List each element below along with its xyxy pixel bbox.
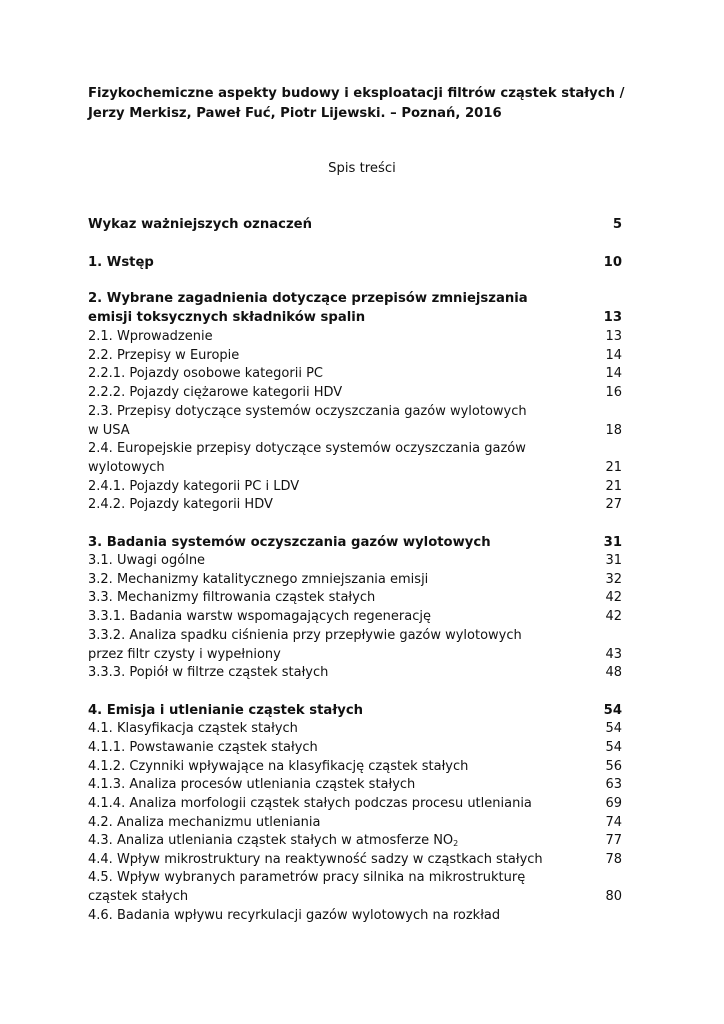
toc-title: Spis treści — [328, 161, 396, 176]
toc-entry-title: Wykaz ważniejszych oznaczeń — [88, 217, 312, 232]
toc-entry-title: 4.6. Badania wpływu recyrkulacji gazów wylotowych na rozkład — [88, 908, 501, 923]
toc-entry — [88, 290, 622, 328]
toc-entry-page: 80 — [605, 889, 622, 904]
toc-entry-title: 2.4.2. Pojazdy kategorii HDV — [88, 497, 273, 512]
toc-entry-title: 3. Badania systemów oczyszczania gazów wylotowych — [88, 535, 491, 550]
toc-entry — [88, 814, 622, 833]
toc-entry-title: 4. Emisja i utlenianie cząstek stałych — [88, 703, 364, 718]
toc-entry-page: 10 — [603, 255, 622, 270]
toc-entry-page: 27 — [605, 497, 622, 512]
toc-entry — [88, 552, 622, 571]
toc-entry — [88, 403, 622, 441]
toc-entry — [88, 739, 622, 758]
toc-entry-title: 2.2.1. Pojazdy osobowe kategorii PC — [88, 366, 323, 381]
toc-entry-page: 42 — [605, 590, 622, 605]
toc-entry-page: 63 — [605, 777, 622, 792]
toc-entry-page: 32 — [605, 572, 622, 587]
toc-entry-title-line1: 3.3.2. Analiza spadku ciśnienia przy przepływie gazów wylotowych — [88, 628, 522, 643]
toc-entry-title: 3.2. Mechanizmy katalitycznego zmniejszania emisji — [88, 572, 429, 587]
toc-entry-title-line2: cząstek stałych — [88, 888, 189, 904]
toc-entry-title: 3.3.3. Popiół w filtrze cząstek stałych — [88, 665, 329, 680]
subscript-2: 2 — [453, 839, 459, 848]
toc-entry — [88, 216, 622, 235]
toc-entry — [88, 907, 622, 926]
toc-entry-title: 3.3. Mechanizmy filtrowania cząstek stałych — [88, 590, 376, 605]
toc-entry-title-line2: w USA — [88, 422, 130, 438]
toc-entry-page: 21 — [605, 460, 622, 475]
toc-entry-title-line1: 2.3. Przepisy dotyczące systemów oczyszczania gazów wylotowych — [88, 404, 527, 419]
toc-entry — [88, 795, 622, 814]
toc-entry — [88, 627, 622, 665]
toc-entry-title: 3.3.1. Badania warstw wspomagających regenerację — [88, 609, 431, 624]
toc-entry — [88, 384, 622, 403]
toc-entry — [88, 347, 622, 366]
toc-entry-page: 31 — [605, 553, 622, 568]
toc-entry — [88, 758, 622, 777]
toc-entry-title: 4.2. Analiza mechanizmu utleniania — [88, 815, 321, 830]
toc-entry-title: 2.4.1. Pojazdy kategorii PC i LDV — [88, 479, 300, 494]
toc-entry-page: 54 — [605, 740, 622, 755]
toc-entry-page: 18 — [605, 423, 622, 438]
toc-entry-title-line1: 4.5. Wpływ wybranych parametrów pracy silnika na mikrostrukturę — [88, 870, 526, 885]
toc-entry — [88, 608, 622, 627]
toc-entry — [88, 589, 622, 608]
toc-entry-title: 1. Wstęp — [88, 255, 154, 270]
toc-entry-title-line1: 2.4. Europejskie przepisy dotyczące systemów oczyszczania gazów — [88, 441, 526, 456]
toc-entry-title: 4.1.3. Analiza procesów utleniania cząstek stałych — [88, 777, 416, 792]
heading-line-authors: Jerzy Merkisz, Paweł Fuć, Piotr Lijewski. – Poznań, 2016 — [88, 106, 502, 121]
toc-entry-title: 2.1. Wprowadzenie — [88, 329, 213, 344]
toc-entry — [88, 365, 622, 384]
toc-entry-page: 31 — [603, 535, 622, 550]
toc-entry-title: 2.2. Przepisy w Europie — [88, 348, 240, 363]
toc-entry — [88, 869, 622, 907]
toc-entry-title: 4.4. Wpływ mikrostruktury na reaktywność sadzy w cząstkach stałych — [88, 852, 543, 867]
toc-entry-page: 74 — [605, 815, 622, 830]
toc-entry — [88, 702, 622, 721]
toc-entry-page: 77 — [605, 833, 622, 848]
toc-entry — [88, 571, 622, 590]
toc-entry-page: 43 — [605, 647, 622, 662]
toc-entry-page: 69 — [605, 796, 622, 811]
toc-entry-title-line2: przez filtr czysty i wypełniony — [88, 646, 281, 662]
toc-entry-page: 14 — [605, 348, 622, 363]
toc-entry-page: 16 — [605, 385, 622, 400]
toc-entry — [88, 440, 622, 478]
toc-entry-title-line1: 2. Wybrane zagadnienia dotyczące przepisów zmniejszania — [88, 291, 528, 306]
toc-entry — [88, 496, 622, 515]
toc-entry-title: 4.1.2. Czynniki wpływające na klasyfikację cząstek stałych — [88, 759, 469, 774]
toc-entry-title-text: 4.3. Analiza utleniania cząstek stałych w atmosferze NO — [88, 833, 454, 848]
toc-entry — [88, 478, 622, 497]
heading-line-title: Fizykochemiczne aspekty budowy i eksploatacji filtrów cząstek stałych / — [88, 86, 625, 101]
toc-entry — [88, 720, 622, 739]
toc-entry — [88, 851, 622, 870]
toc-entry-page: 14 — [605, 366, 622, 381]
toc-entry-page: 13 — [605, 329, 622, 344]
toc-entry-title: 3.1. Uwagi ogólne — [88, 553, 206, 568]
toc-entry-page: 54 — [605, 721, 622, 736]
toc-entry — [88, 534, 622, 553]
toc-entry-page: 78 — [605, 852, 622, 867]
toc-entry — [88, 776, 622, 795]
toc-entry-title: 4.1. Klasyfikacja cząstek stałych — [88, 721, 298, 736]
toc-entry-page: 5 — [612, 217, 622, 232]
toc-entry — [88, 664, 622, 683]
toc-entry-title — [88, 832, 566, 851]
toc-entry-title: 2.2.2. Pojazdy ciężarowe kategorii HDV — [88, 385, 343, 400]
toc-entry-page: 13 — [603, 310, 622, 325]
toc-entry-page: 56 — [605, 759, 622, 774]
toc-entry-page: 48 — [605, 665, 622, 680]
toc-entry — [88, 254, 622, 273]
toc-entry — [88, 832, 622, 851]
toc-entry-title: 4.1.1. Powstawanie cząstek stałych — [88, 740, 318, 755]
book-heading — [88, 84, 648, 124]
toc-entry-page: 21 — [605, 479, 622, 494]
toc-entry-title-line2: wylotowych — [88, 459, 165, 475]
toc-entry-page: 54 — [603, 703, 622, 718]
toc-entry — [88, 328, 622, 347]
toc-entry-title-line2: emisji toksycznych składników spalin — [88, 309, 366, 325]
toc-entry-title: 4.1.4. Analiza morfologii cząstek stałych podczas procesu utleniania — [88, 796, 532, 811]
toc-entry-page: 42 — [605, 609, 622, 624]
